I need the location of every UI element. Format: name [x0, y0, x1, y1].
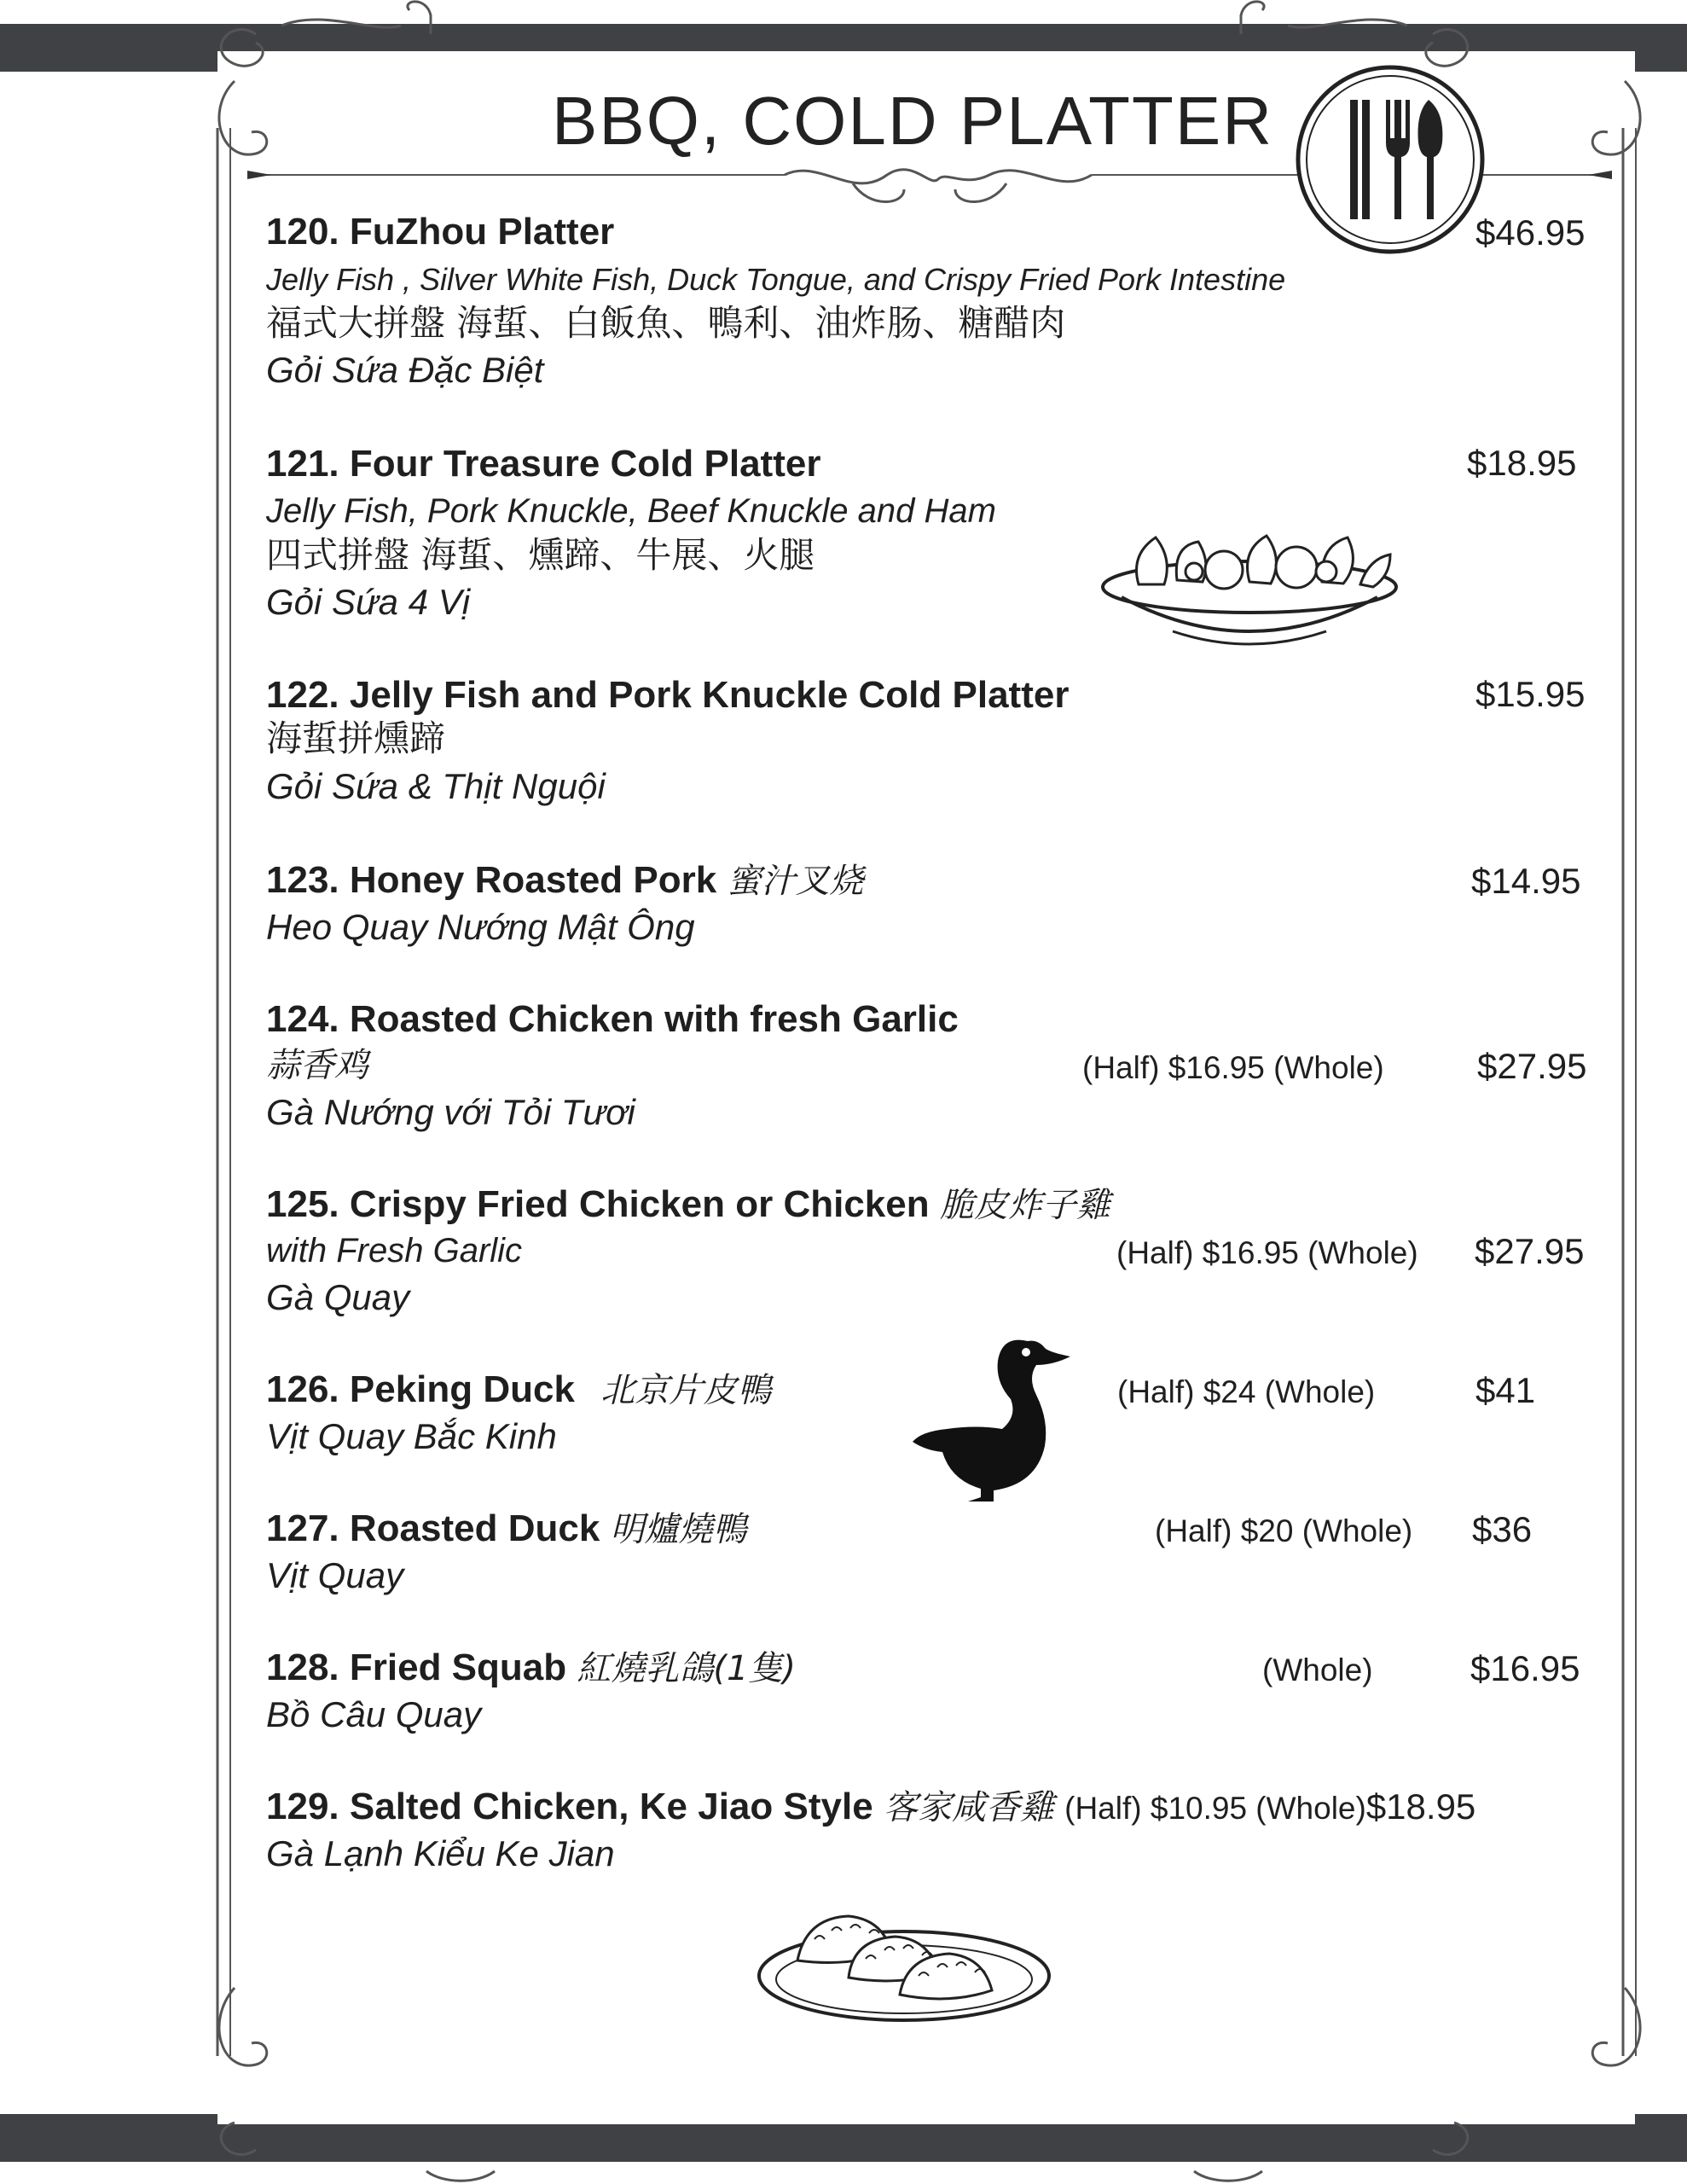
menu-item-129 [266, 1788, 1614, 1882]
item-vietnamese: Bồ Câu Quay [266, 1694, 482, 1734]
item-half-whole: (Whole) [1262, 1653, 1373, 1687]
item-chinese: 海蜇拼燻蹄 [266, 717, 446, 759]
item-title [266, 1183, 1110, 1225]
item-half-whole: (Half) $10.95 (Whole) [1064, 1791, 1366, 1826]
item-chinese: 明爐燒鴨 [610, 1510, 747, 1549]
item-chinese: 客家咸香雞 [883, 1788, 1054, 1827]
item-vietnamese: Gỏi Sứa Đặc Biệt [266, 350, 544, 390]
item-vietnamese: Vịt Quay [266, 1555, 404, 1595]
item-name: Honey Roasted Pork [349, 859, 717, 901]
item-number: 124. [266, 998, 339, 1040]
item-price: $46.95 [1475, 212, 1586, 253]
item-vietnamese: Gà Lạnh Kiểu Ke Jian [266, 1833, 615, 1873]
menu-item-126 [266, 1368, 1614, 1465]
item-title [266, 213, 614, 251]
item-number: 125. [266, 1183, 339, 1225]
item-chinese: 蒜香鸡 [266, 1046, 368, 1085]
item-price: $41 [1475, 1370, 1536, 1410]
item-title [266, 674, 1070, 716]
item-price: $15.95 [1475, 674, 1586, 714]
item-name: Peking Duck [349, 1368, 575, 1410]
item-title [266, 998, 959, 1040]
item-name: Jelly Fish and Pork Knuckle Cold Platter [349, 674, 1070, 716]
item-vietnamese: Heo Quay Nướng Mật Ông [266, 907, 695, 947]
item-chinese: 北京片皮鴨 [600, 1371, 772, 1410]
item-chinese: 福式大拼盤 海蜇、白飯魚、鴨利、油炸肠、糖醋肉 [266, 302, 1066, 344]
item-chinese: 四式拼盤 海蜇、燻蹄、牛展、火腿 [266, 534, 815, 576]
menu-item-123 [266, 859, 1614, 956]
item-price: $14.95 [1471, 861, 1581, 901]
item-number: 127. [266, 1507, 339, 1549]
menu-item-128 [266, 1649, 1614, 1743]
item-name: Four Treasure Cold Platter [349, 443, 821, 485]
item-title [266, 1507, 747, 1549]
item-name: Crispy Fried Chicken or Chicken [349, 1183, 930, 1225]
item-description: Jelly Fish , Silver White Fish, Duck Tongue, and Crispy Fried Pork Intestine [266, 262, 1286, 297]
item-number: 126. [266, 1368, 339, 1410]
menu-item-120 [266, 213, 1614, 392]
item-vietnamese: Gà Quay [266, 1277, 410, 1317]
item-chinese: 蜜汁叉烧 [727, 862, 864, 901]
item-number: 122. [266, 674, 339, 716]
menu-item-125 [266, 1183, 1614, 1322]
item-number: 120. [266, 211, 339, 253]
item-number: 123. [266, 859, 339, 901]
item-vietnamese: Gà Nướng với Tỏi Tươi [266, 1092, 635, 1132]
menu-item-121 [266, 445, 1614, 624]
item-price: $16.95 [1470, 1648, 1580, 1688]
item-vietnamese: Vịt Quay Bắc Kinh [266, 1416, 557, 1456]
item-number: 128. [266, 1647, 339, 1688]
item-description: with Fresh Garlic [266, 1232, 523, 1269]
item-half-whole: (Half) $16.95 (Whole) [1082, 1050, 1384, 1085]
item-title [266, 1649, 796, 1687]
item-name: Fried Squab [349, 1647, 567, 1688]
menu-item-122 [266, 674, 1614, 813]
menu-item-124 [266, 998, 1614, 1137]
item-chinese: 脆皮炸子雞 [939, 1186, 1110, 1225]
item-price: $18.95 [1365, 1786, 1476, 1827]
item-name: Roasted Duck [349, 1507, 600, 1549]
item-vietnamese: Gỏi Sứa & Thịt Nguội [266, 766, 606, 806]
item-vietnamese: Gỏi Sứa 4 Vị [266, 582, 471, 622]
item-title [266, 859, 864, 901]
item-price: $27.95 [1477, 1046, 1587, 1086]
item-title [266, 445, 820, 483]
menu-item-127 [266, 1507, 1614, 1604]
item-title [266, 1788, 1475, 1826]
item-chinese: 紅燒乳鴿(1隻) [577, 1649, 797, 1688]
item-price: $18.95 [1467, 443, 1577, 483]
item-number: 121. [266, 443, 339, 485]
item-price: $27.95 [1475, 1231, 1585, 1271]
item-half-whole: (Half) $24 (Whole) [1117, 1374, 1376, 1409]
item-price: $36 [1472, 1509, 1533, 1549]
dumpling-plate-icon [755, 1901, 1053, 2024]
item-name: FuZhou Platter [349, 211, 615, 253]
page-title: BBQ, COLD PLATTER [551, 83, 1274, 159]
item-name: Salted Chicken, Ke Jiao Style [349, 1786, 873, 1827]
item-number: 129. [266, 1786, 339, 1827]
item-name: Roasted Chicken with fresh Garlic [349, 998, 959, 1040]
item-half-whole: (Half) $16.95 (Whole) [1116, 1235, 1418, 1270]
item-title [266, 1368, 772, 1410]
item-description: Jelly Fish, Pork Knuckle, Beef Knuckle and Ham [266, 492, 996, 530]
item-half-whole: (Half) $20 (Whole) [1155, 1513, 1413, 1548]
